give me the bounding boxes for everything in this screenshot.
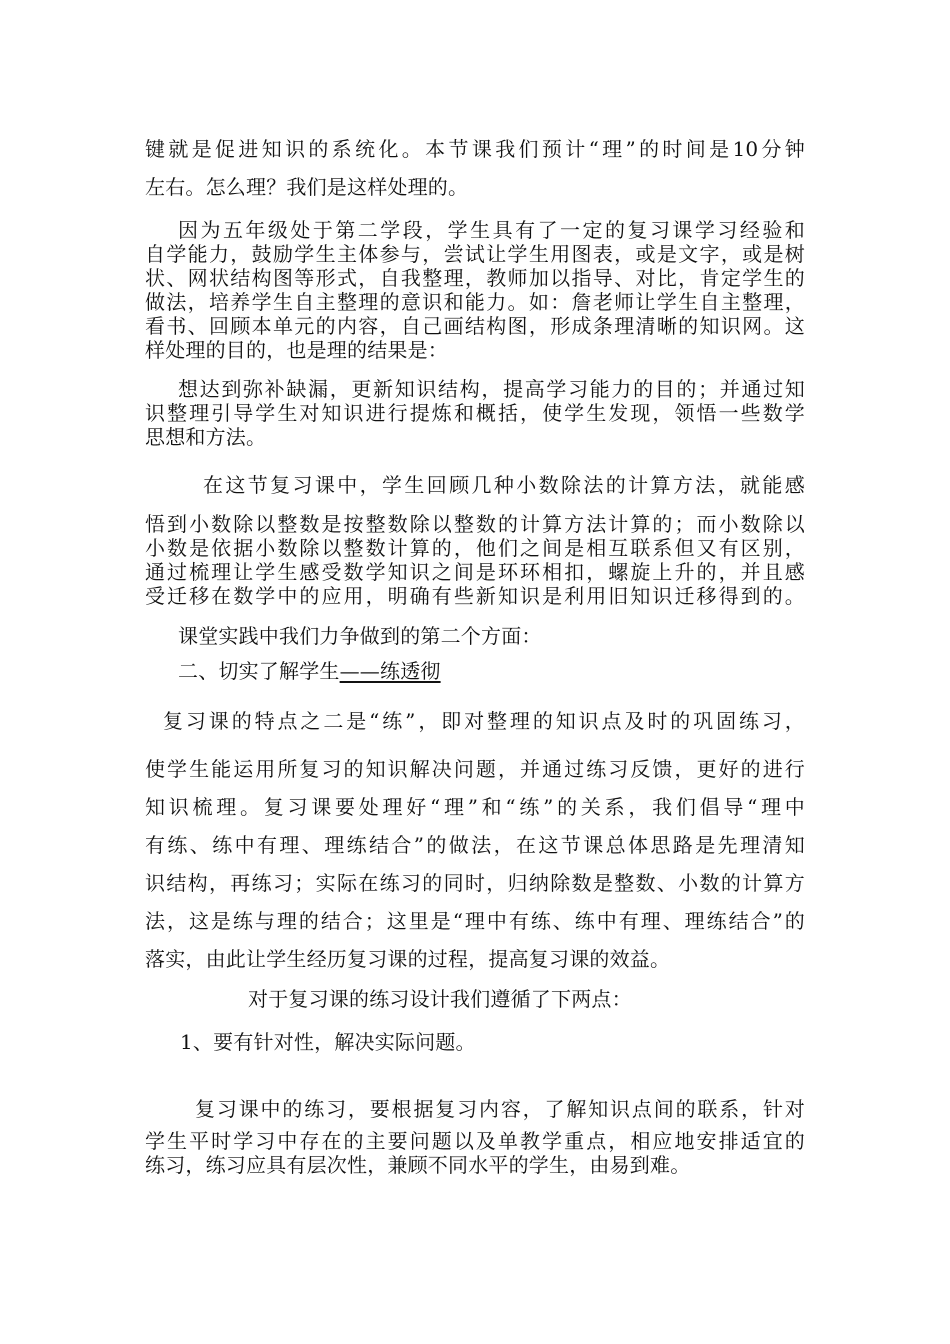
text-line-26: 对于复习课的练习设计我们遵循了下两点： xyxy=(248,987,632,1011)
text-line-19: 复习课的特点之二是“练”，即对整理的知识点及时的巩固练习， xyxy=(163,709,805,733)
text-line-7: 看书、回顾本单元的内容，自己画结构图，形成条理清晰的知识网。这 xyxy=(145,314,805,338)
list-item-1: 1、要有针对性，解决实际问题。 xyxy=(180,1030,476,1054)
text-line-11: 思想和方法。 xyxy=(145,425,267,449)
text-line-23: 识结构，再练习；实际在练习的同时，归纳除数是整数、小数的计算方 xyxy=(145,871,805,895)
text-line-3: 因为五年级处于第二学段，学生具有了一定的复习课学习经验和 xyxy=(178,218,805,242)
text-line-9: 想达到弥补缺漏，更新知识结构，提高学习能力的目的；并通过知 xyxy=(178,377,805,401)
text-line-21: 知识梳理。复习课要处理好“理”和“练”的关系，我们倡导“理中 xyxy=(145,795,805,819)
text-line-2: 左右。怎么理？我们是这样处理的。 xyxy=(145,175,469,199)
text-line-16: 受迁移在数学中的应用，明确有些新知识是利用旧知识迁移得到的。 xyxy=(145,584,805,608)
text-line-30: 练习，练习应具有层次性，兼顾不同水平的学生，由易到难。 xyxy=(145,1153,691,1177)
text-line-29: 学生平时学习中存在的主要问题以及单教学重点，相应地安排适宜的 xyxy=(145,1129,805,1153)
text-line-28: 复习课中的练习，要根据复习内容，了解知识点间的联系，针对 xyxy=(195,1097,805,1121)
section-heading-text: 二、切实了解学生 xyxy=(178,659,340,683)
text-line-5: 状、网状结构图等形式，自我整理，教师加以指导、对比，肯定学生的 xyxy=(145,266,805,290)
text-line-13: 悟到小数除以整数是按整数除以整数的计算方法计算的；而小数除以 xyxy=(145,512,805,536)
text-line-14: 小数是依据小数除以整数计算的，他们之间是相互联系但又有区别， xyxy=(145,536,805,560)
section-heading xyxy=(178,659,805,683)
text-line-4: 自学能力，鼓励学生主体参与，尝试让学生用图表，或是文字，或是树 xyxy=(145,242,805,266)
text-line-10: 识整理引导学生对知识进行提炼和概括，使学生发现，领悟一些数学 xyxy=(145,401,805,425)
text-line-15: 通过梳理让学生感受数学知识之间是环环相扣，螺旋上升的，并且感 xyxy=(145,560,805,584)
section-heading-underlined: ——练透彻 xyxy=(339,659,441,683)
text-line-22: 有练、练中有理、理练结合”的做法，在这节课总体思路是先理清知 xyxy=(145,833,805,857)
text-line-20: 使学生能运用所复习的知识解决问题，并通过练习反馈，更好的进行 xyxy=(145,757,805,781)
text-line-12: 在这节复习课中，学生回顾几种小数除法的计算方法，就能感 xyxy=(203,473,805,497)
text-line-6: 做法，培养学生自主整理的意识和能力。如：詹老师让学生自主整理， xyxy=(145,290,805,314)
text-line-25: 落实，由此让学生经历复习课的过程，提高复习课的效益。 xyxy=(145,947,671,971)
section-intro: 课堂实践中我们力争做到的第二个方面： xyxy=(178,624,542,648)
text-line-8: 样处理的目的，也是理的结果是： xyxy=(145,338,448,362)
text-line-1: 键就是促进知识的系统化。本节课我们预计“理”的时间是10分钟 xyxy=(145,137,805,161)
text-line-24: 法，这是练与理的结合；这里是“理中有练、练中有理、理练结合”的 xyxy=(145,909,805,933)
